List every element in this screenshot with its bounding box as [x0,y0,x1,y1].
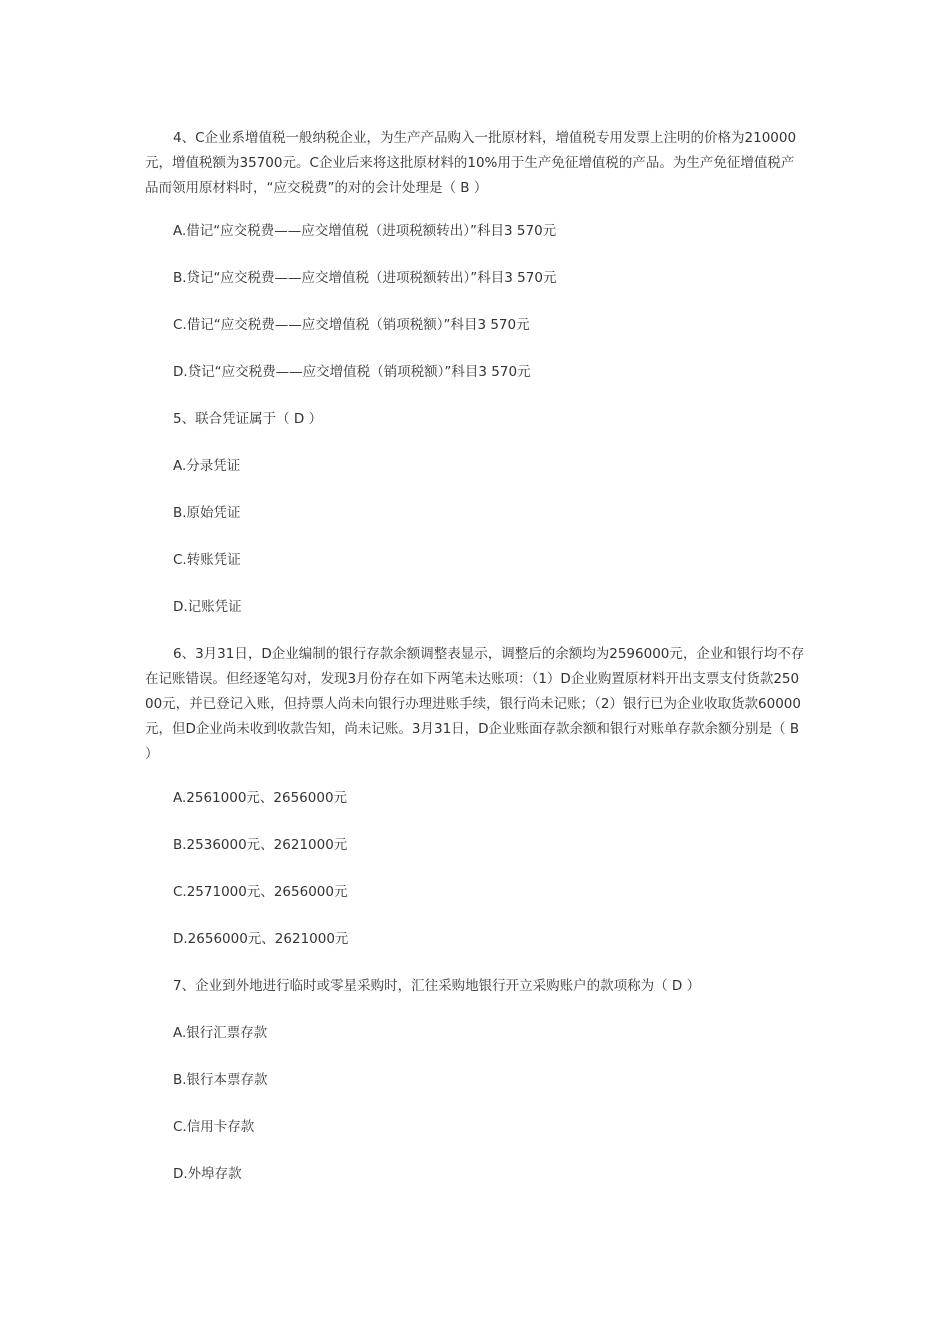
question-4-option-b: B.贷记“应交税费——应交增值税（进项税额转出）”科目3 570元 [173,270,557,286]
question-6-stem: 6、3月31日，D企业编制的银行存款余额调整表显示，调整后的余额均为2596000元，企业和银行均不存在记账错误。但经逐笔勾对，发现3月份存在如下两笔未达账项：（1）D企业购置原材料开出支票支付货款25000元，并已登记入账，但持票人尚未向银行办理进账手续，银行尚未记账；（2）银行已为企业收取货款60000元，但D企业尚未收到收款告知，尚未记账。3月31日，D企业账面存款余额和银行对账单存款余额分别是（ B ） [145,646,805,762]
question-5-option-c: C.转账凭证 [173,552,241,568]
question-7-option-c: C.信用卡存款 [173,1119,255,1135]
question-7-stem: 7、企业到外地进行临时或零星采购时，汇往采购地银行开立采购账户的款项称为（ D ） [173,978,701,994]
question-4-option-d: D.贷记“应交税费——应交增值税（销项税额）”科目3 570元 [173,364,531,380]
question-5-stem: 5、联合凭证属于（ D ） [173,411,323,427]
question-4-stem: 4、C企业系增值税一般纳税企业，为生产产品购入一批原材料，增值税专用发票上注明的价格为210000元，增值税额为35700元。C企业后来将这批原材料的10%用于生产免征增值税的产品。为生产免征增值税产品而领用原材料时，“应交税费”的对的会计处理是（ B ） [145,130,797,196]
question-6-option-d: D.2656000元、2621000元 [173,931,349,947]
document-page [145,126,807,1184]
question-6-option-b: B.2536000元、2621000元 [173,837,348,853]
question-6-option-a: A.2561000元、2656000元 [173,790,348,806]
question-5-option-d: D.记账凭证 [173,599,242,615]
question-7-option-d: D.外埠存款 [173,1166,242,1182]
question-7-option-b: B.银行本票存款 [173,1072,268,1088]
question-5-option-a: A.分录凭证 [173,458,241,474]
question-5-option-b: B.原始凭证 [173,505,241,521]
question-4-option-a: A.借记“应交税费——应交增值税（进项税额转出）”科目3 570元 [173,223,557,239]
question-4-option-c: C.借记“应交税费——应交增值税（销项税额）”科目3 570元 [173,317,530,333]
question-7-option-a: A.银行汇票存款 [173,1025,268,1041]
question-6-option-c: C.2571000元、2656000元 [173,884,348,900]
